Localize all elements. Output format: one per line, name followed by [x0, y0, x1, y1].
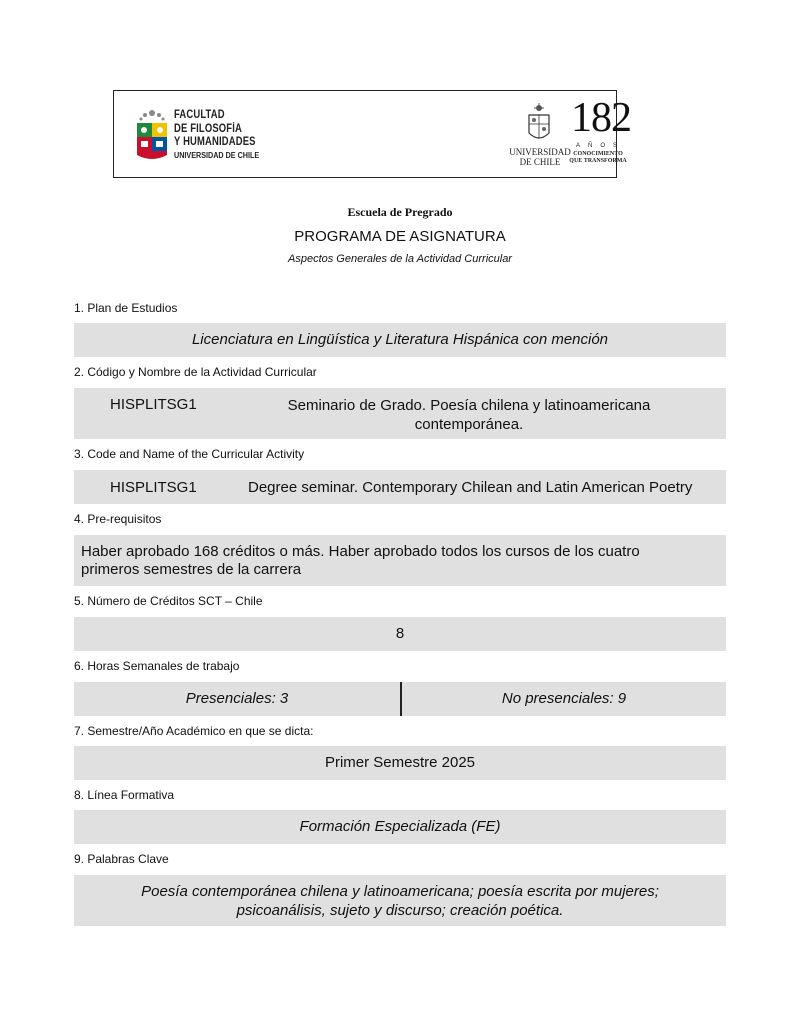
plan-value: Licenciatura en Lingüística y Literatura Hispánica con mención	[191, 331, 609, 348]
linea-box	[74, 810, 726, 844]
anniversary-number: 182	[571, 95, 631, 141]
faculty-name	[174, 109, 274, 160]
horas-box	[74, 682, 726, 716]
code-en-name: Degree seminar. Contemporary Chilean and Latin American Poetry	[248, 479, 693, 496]
program-title: PROGRAMA DE ASIGNATURA	[294, 228, 506, 245]
institutional-header	[113, 90, 631, 178]
prereq-box	[74, 535, 726, 586]
anniversary-tagline: CONOCIMIENTO QUE TRANSFORMA	[569, 151, 627, 164]
faculty-line-2: DE FILOSOFÍA	[174, 122, 242, 135]
palabras-line-1: Poesía contemporánea chilena y latinoamericana; poesía escrita por mujeres;	[141, 883, 659, 900]
section-label-code-en: 3. Code and Name of the Curricular Activity	[74, 447, 305, 461]
faculty-line-3: Y HUMANIDADES	[174, 136, 256, 149]
section-label-creditos: 5. Número de Créditos SCT – Chile	[74, 594, 263, 608]
section-label-plan: 1. Plan de Estudios	[74, 301, 178, 315]
plan-value-box	[74, 323, 726, 357]
section-label-codigo: 2. Código y Nombre de la Actividad Curricular	[74, 365, 317, 379]
university-crest-logo	[526, 103, 552, 147]
codigo-name: Seminario de Grado. Poesía chilena y latinoamericana contemporánea.	[287, 397, 651, 433]
faculty-university: UNIVERSIDAD DE CHILE	[174, 150, 260, 160]
semestre-box	[74, 746, 726, 780]
prereq-line-2: primeros semestres de la carrera	[81, 561, 302, 578]
school-title: Escuela de Pregrado	[347, 205, 453, 219]
prereq-line-1: Haber aprobado 168 créditos o más. Haber aprobado todos los cursos de los cuatro	[81, 543, 640, 560]
faculty-shield-logo	[134, 105, 170, 165]
linea-value: Formación Especializada (FE)	[299, 818, 501, 835]
palabras-line-2: psicoanálisis, sujeto y discurso; creación poética.	[236, 902, 564, 919]
horas-presenciales: Presenciales: 3	[185, 690, 289, 707]
university-name: UNIVERSIDAD DE CHILE	[509, 147, 571, 167]
anniversary-anos: AÑOS	[576, 143, 626, 149]
section-label-prereq: 4. Pre-requisitos	[74, 512, 162, 526]
creditos-value: 8	[395, 625, 405, 642]
palabras-box	[74, 875, 726, 926]
creditos-box	[74, 617, 726, 651]
section-label-linea: 8. Línea Formativa	[74, 788, 175, 802]
codigo-code: HISPLITSG1	[110, 396, 197, 413]
section-label-palabras: 9. Palabras Clave	[74, 852, 169, 866]
code-en-box	[74, 470, 726, 504]
section-label-horas: 6. Horas Semanales de trabajo	[74, 659, 240, 673]
section-label-semestre: 7. Semestre/Año Académico en que se dicta:	[74, 724, 314, 738]
horas-no-presenciales: No presenciales: 9	[501, 690, 627, 707]
semestre-value: Primer Semestre 2025	[324, 754, 476, 771]
code-en-code: HISPLITSG1	[110, 479, 197, 496]
faculty-line-1: FACULTAD	[174, 109, 225, 121]
codigo-box	[74, 388, 726, 439]
program-subtitle: Aspectos Generales de la Actividad Curricular	[288, 253, 512, 265]
